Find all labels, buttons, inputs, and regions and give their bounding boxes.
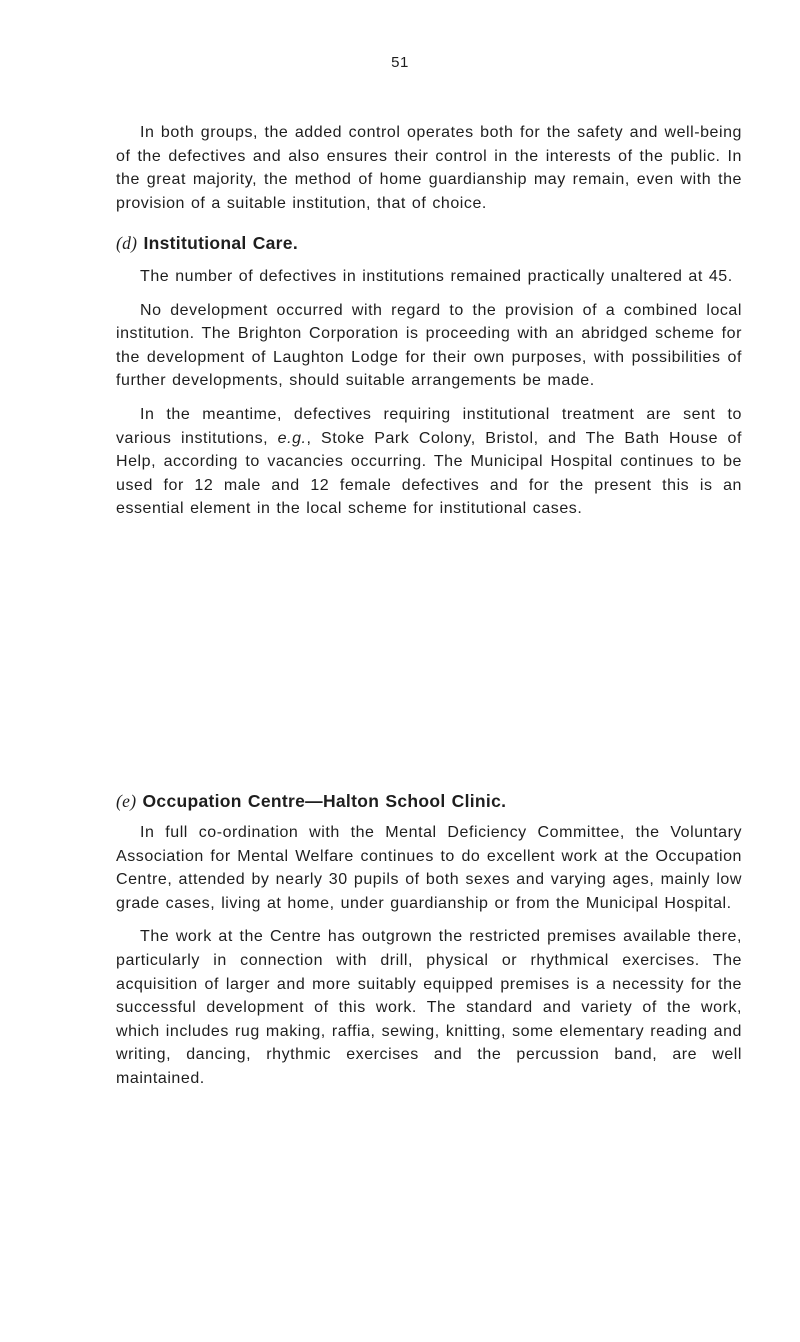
- section-d-title: Institutional Care.: [143, 233, 298, 253]
- section-d-paragraph-3: [116, 403, 742, 521]
- section-d-paragraph-1: The number of defectives in institutions remained practically unaltered at 45.: [140, 268, 733, 285]
- section-e-heading: [116, 789, 742, 813]
- section-d-heading: [116, 231, 742, 255]
- section-e-paragraph-1: In full co-ordination with the Mental Deficiency Committee, the Voluntary Association for Mental Welfare continues to do excellent work at the Occupation Centre, attended by nearly 30 pupils of both sexes and varying ages, mainly low grade cases, living at home, under guardianship or from the Municipal Hospital.: [116, 824, 742, 912]
- section-e-paragraph-2: The work at the Centre has outgrown the restricted premises available there, particularly in connection with drill, physical or rhythmical exercises. The acquisition of larger and more suitably equipped premises is a necessity for the successful development of this work. The standard and variety of the work, which includes rug making, raffia, sewing, knitting, some elementary reading and writing, dancing, rhythmic exercises and the percussion band, are well maintained.: [116, 928, 742, 1087]
- section-d-paragraph-3-start: In the meantime, defectives requiring institutional treatment are sent to various institutions,: [116, 405, 742, 447]
- intro-paragraph: In both groups, the added control operates both for the safety and well-being of the defectives and also ensures their control in the interests of the public. In the great majority, the method of home guardianship may remain, even with the provision of a suitable institution, that of choice.: [116, 124, 742, 212]
- section-e-label: (e): [116, 791, 137, 811]
- section-e-title: Occupation Centre—Halton School Clinic.: [142, 791, 507, 811]
- section-d-label: (d): [116, 233, 138, 253]
- page-number: 51: [391, 54, 409, 71]
- section-d-paragraph-2: No development occurred with regard to the provision of a combined local institution. The Brighton Corporation is proceeding with an abridged scheme for the development of Laughton Lodge for their own purposes, with possibilities of further developments, should suitable arrangements be made.: [116, 301, 742, 390]
- section-e: [116, 789, 742, 1091]
- section-d: [116, 231, 742, 521]
- section-d-paragraph-3-end: , Stoke Park Colony, Bristol, and The Bath House of Help, according to vacancies occurring. The Municipal Hospital continues to be used for 12 male and 12 female defectives and for the present this is an essential element in the local scheme for institutional cases.: [116, 429, 742, 518]
- eg-abbreviation: e.g.: [277, 429, 307, 447]
- intro-block: [116, 121, 742, 215]
